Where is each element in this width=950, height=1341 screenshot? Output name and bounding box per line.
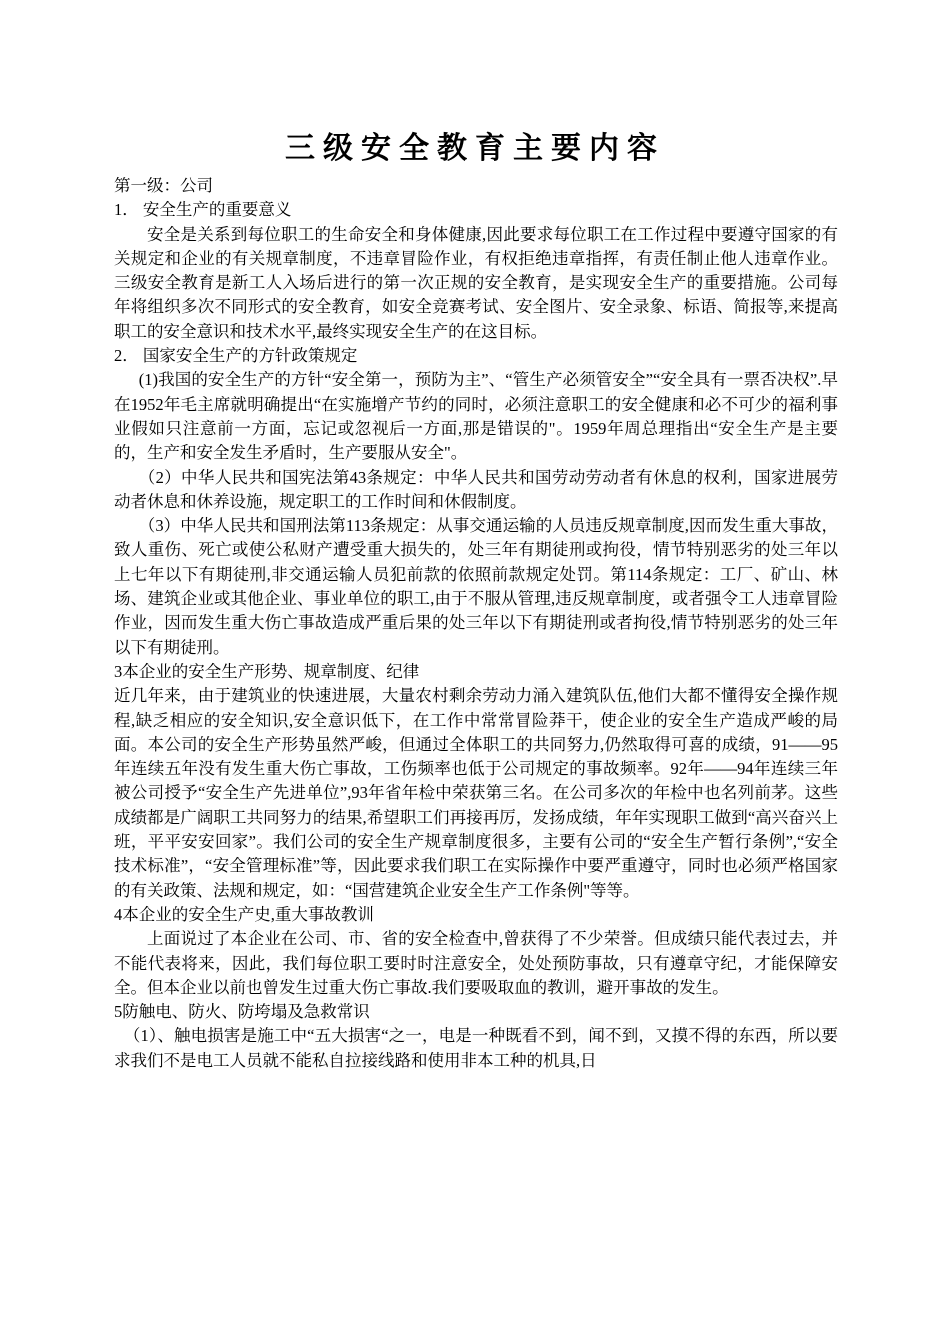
paragraph-enterprise-situation: 近几年来，由于建筑业的快速进展，大量农村剩余劳动力涌入建筑队伍,他们大都不懂得安全操作规程,缺乏相应的安全知识,安全意识低下，在工作中常常冒险莽干，使企业的安全生产造成严峻的局面。本公司的安全生产形势虽然严峻，但通过全体职工的共同努力,仍然取得可喜的成绩，91——95年连续五年没有发生重大伤亡事故，工伤频率也低于公司规定的事故频率。92年——94年连续三年被公司授予“安全生产先进单位”,93年省年检中荣获第三名。在公司多次的年检中也名列前茅。这些成绩都是广阔职工共同努力的结果,希望职工们再接再厉，发扬成绩，年年实现职工做到“高兴奋兴上班，平平安安回家”。我们公司的安全生产规章制度很多，主要有公司的“安全生产暂行条例”,“安全技术标准”，“安全管理标准”等，因此要求我们职工在实际操作中要严重遵守，同时也必须严格国家的有关政策、法规和规定，如：“国营建筑企业安全生产工作条例"等等。 [114, 686, 838, 900]
paragraph-policy-2: （2）中华人民共和国宪法第43条规定：中华人民共和国劳动劳动者有休息的权利，国家进展劳动者休息和休养设施，规定职工的工作时间和休假制度。 [114, 467, 838, 511]
section-heading-enterprise-situation: 3本企业的安全生产形势、规章制度、纪律 [114, 661, 420, 681]
section-heading-first-aid: 5防触电、防火、防垮塌及急救常识 [114, 1002, 370, 1022]
paragraph-policy-3: （3）中华人民共和国刑法第113条规定：从事交通运输的人员违反规章制度,因而发生重大事故，致人重伤、死亡或使公私财产遭受重大损失的，处三年有期徒刑或拘役，情节特别恶劣的处三年以上七年以下有期徒刑,非交通运输人员犯前款的依照前款规定处罚。第114条规定：工厂、矿山、林场、建筑企业或其他企业、事业单位的职工,由于不服从管理,违反规章制度，或者强令工人违章冒险作业，因而发生重大伤亡事故造成严重后果的处三年以下有期徒刑或者拘役,情节特别恶劣的处三年以下有期徒刑。 [114, 516, 838, 657]
document-body [114, 174, 838, 1073]
section-heading-national-policy: 2． 国家安全生产的方针政策规定 [114, 346, 358, 366]
paragraph-accident-history: 上面说过了本企业在公司、市、省的安全检查中,曾获得了不少荣誉。但成绩只能代表过去，并不能代表将来，因此，我们每位职工要时时注意安全，处处预防事故，只有遵章守纪，才能保障安全。但本企业以前也曾发生过重大伤亡事故.我们要吸取血的教训，避开事故的发生。 [114, 929, 838, 997]
document-title: 三级安全教育主要内容 [285, 132, 665, 165]
paragraph-safety-importance: 安全是关系到每位职工的生命安全和身体健康,因此要求每位职工在工作过程中要遵守国家的有关规定和企业的有关规章制度，不违章冒险作业，有权拒绝违章指挥，有责任制止他人违章作业。三级安全教育是新工人入场后进行的第一次正规的安全教育，是实现安全生产的重要措施。公司每年将组织多次不同形式的安全教育，如安全竞赛考试、安全图片、安全录象、标语、简报等,来提高职工的安全意识和技术水平,最终实现安全生产的在这目标。 [114, 224, 838, 341]
paragraph-electric-shock: （1）、触电损害是施工中“五大损害“之一，电是一种既看不到，闻不到，又摸不得的东西，所以要求我们不是电工人员就不能私自拉接线路和使用非本工种的机具,日 [114, 1026, 838, 1070]
paragraph-policy-1: (1)我国的安全生产的方针“安全第一，预防为主”、“管生产必须管安全”“安全具有一票否决权”.早在1952年毛主席就明确提出“在实施增产节约的同时，必须注意职工的安全健康和必不可少的福利事业假如只注意前一方面，忘记或忽视后一方面,那是错误的"。1959年周总理指出“安全生产是主要的，生产和安全发生矛盾时，生产要服从安全"。 [114, 370, 838, 463]
section-heading-accident-history: 4本企业的安全生产史,重大事故教训 [114, 904, 374, 924]
section-heading-safety-importance: 1． 安全生产的重要意义 [114, 200, 292, 220]
section-heading-level-one: 第一级：公司 [114, 176, 213, 195]
